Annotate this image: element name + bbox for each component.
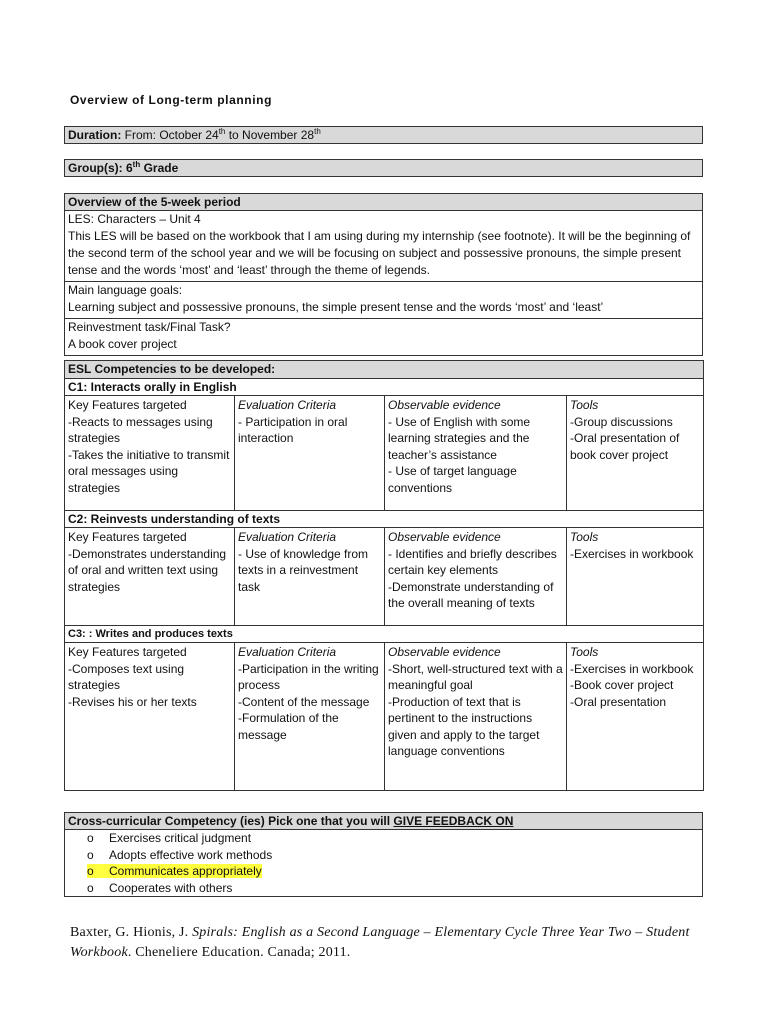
c1-eval-cell: Evaluation Criteria - Participation in oral interaction xyxy=(235,396,385,511)
cross-header-emph: GIVE FEEDBACK ON xyxy=(393,814,514,828)
esl-table xyxy=(64,360,704,791)
list-item: o Cooperates with others xyxy=(87,880,233,895)
citation-rest: . Cheneliere Education. Canada; 2011. xyxy=(127,945,351,960)
bullet-icon: o xyxy=(87,880,94,895)
esl-box xyxy=(64,360,703,791)
cross-box xyxy=(64,812,703,897)
c3-tools-cell: Tools -Exercises in workbook -Book cover project -Oral presentation xyxy=(567,643,704,791)
goals-title: Main language goals: xyxy=(68,283,183,297)
c2-obs-cell: Observable evidence - Identifies and briefly describes certain key elements -Demonstrate understanding of the overall meaning of texts xyxy=(385,528,567,626)
duration-bar: Duration: From: October 24th to November 28th xyxy=(64,126,703,144)
page-title: Overview of Long-term planning xyxy=(70,93,273,107)
list-item: o Exercises critical judgment xyxy=(87,831,252,845)
overview-box xyxy=(64,193,703,356)
task-section xyxy=(65,318,702,355)
c3-eval-cell: Evaluation Criteria -Participation in the writing process -Content of the message -Formulation of the message xyxy=(235,643,385,791)
citation-authors: Baxter, G. Hionis, J. xyxy=(70,925,193,940)
c3-key-cell: Key Features targeted -Composes text using strategies -Revises his or her texts xyxy=(65,643,235,791)
c1-obs-cell: Observable evidence - Use of English with some learning strategies and the teacher’s assistance - Use of target language conventions xyxy=(385,396,567,511)
c2-title: C2: Reinvests understanding of texts xyxy=(65,511,704,528)
c2-key-cell: Key Features targeted -Demonstrates understanding of oral and written text using strategies xyxy=(65,528,235,626)
citation xyxy=(70,923,690,963)
c1-title: C1: Interacts orally in English xyxy=(65,379,704,396)
c1-key-cell: Key Features targeted -Reacts to messages using strategies -Takes the initiative to transmit oral messages using strategies xyxy=(65,396,235,511)
goals-section xyxy=(65,281,702,318)
c2-eval-cell: Evaluation Criteria - Use of knowledge from texts in a reinvestment task xyxy=(235,528,385,626)
esl-header: ESL Competencies to be developed: xyxy=(65,361,704,379)
les-title: LES: Characters – Unit 4 xyxy=(68,212,201,226)
list-item: o Adopts effective work methods xyxy=(87,847,273,862)
bullet-icon: o xyxy=(87,831,94,845)
duration-from: From: October 24 xyxy=(124,128,219,142)
bullet-icon: o xyxy=(87,864,94,878)
duration-to: to November 28 xyxy=(225,128,315,142)
task-title: Reinvestment task/Final Task? xyxy=(68,320,231,334)
les-text: This LES will be based on the workbook that I am using during my internship (see footnote). It will be the beginning of the second term of the school year and we will be focusing on subject and possessive pronouns, the simple present tense and the words ‘most’ and ‘least’ through the theme of legends. xyxy=(68,229,691,277)
citation-title: Spirals: English as a Second Language – Elementary Cycle Three Year Two – Student Workbook xyxy=(70,925,690,960)
c3-obs-cell: Observable evidence -Short, well-structured text with a meaningful goal -Production of text that is pertinent to the instructions given and apply to the target language conventions xyxy=(385,643,567,791)
c3-title: C3: : Writes and produces texts xyxy=(65,626,704,643)
task-text: A book cover project xyxy=(68,337,177,351)
duration-label: Duration: xyxy=(68,128,122,142)
list-item-highlighted: o Communicates appropriately xyxy=(87,864,262,878)
les-section xyxy=(65,211,702,281)
group-label: Group(s): 6 xyxy=(68,161,133,175)
cross-list xyxy=(65,830,702,896)
group-bar: Group(s): 6th Grade xyxy=(64,159,703,177)
c2-tools-cell: Tools -Exercises in workbook xyxy=(567,528,704,626)
bullet-icon: o xyxy=(87,847,94,862)
cross-header: Cross-curricular Competency (ies) Pick one that you will GIVE FEEDBACK ON xyxy=(65,813,702,830)
overview-header: Overview of the 5-week period xyxy=(65,194,702,211)
c1-tools-cell: Tools -Group discussions -Oral presentation of book cover project xyxy=(567,396,704,511)
goals-text: Learning subject and possessive pronouns, the simple present tense and the words ‘most’ and ‘least’ xyxy=(68,300,604,314)
